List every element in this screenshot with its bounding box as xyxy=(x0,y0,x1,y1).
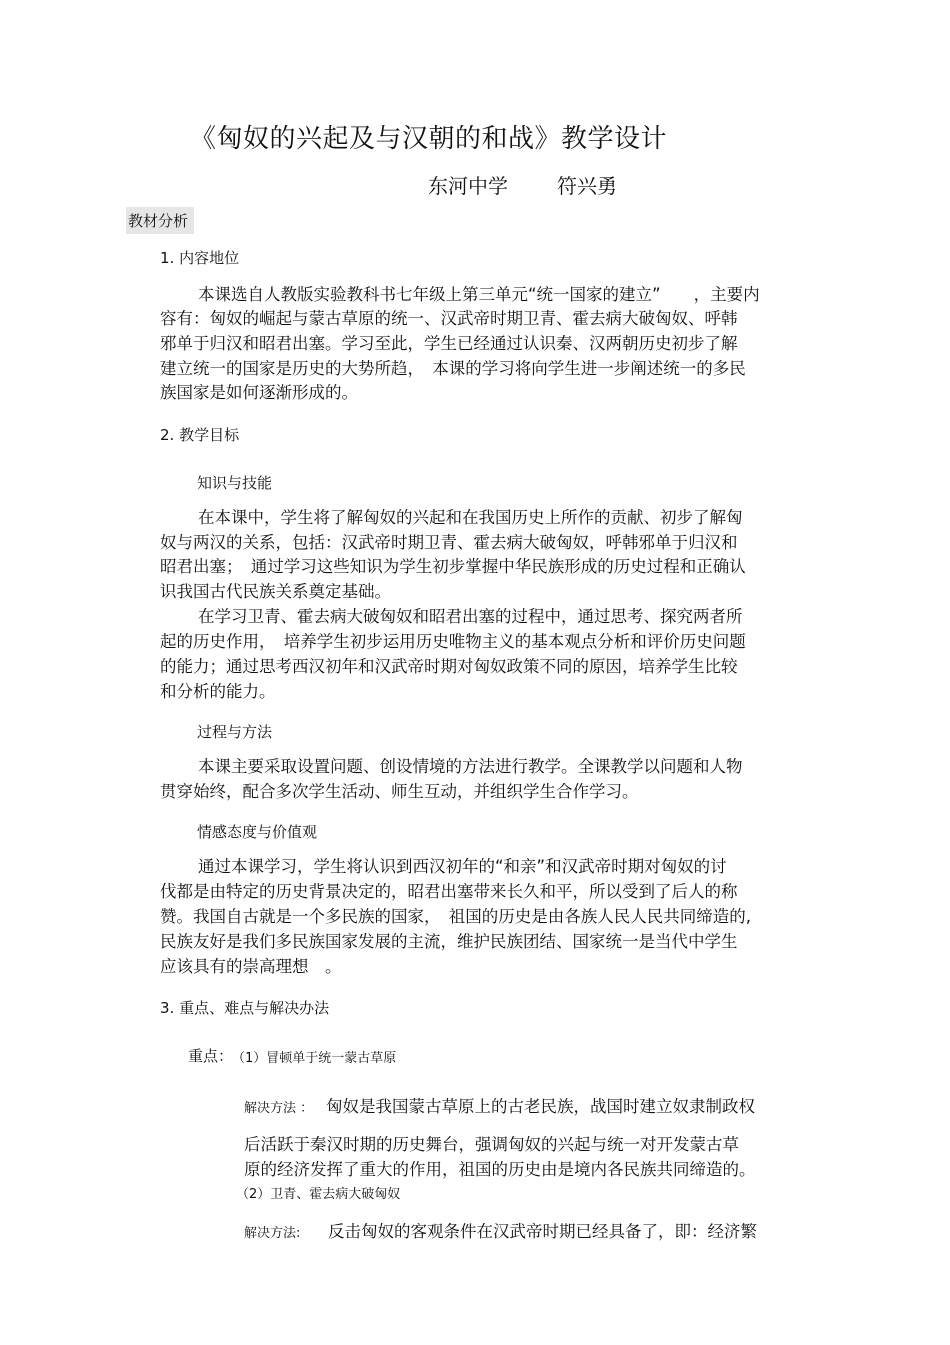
paragraph-line: 在学习卫青、霍去病大破匈奴和昭君出塞的过程中，通过思考、探究两者所 xyxy=(198,607,743,626)
section-tag: 教材分析 xyxy=(126,207,194,234)
paragraph-line: 和分析的能力。 xyxy=(160,682,276,701)
paragraph-line: 昭君出塞； 通过学习这些知识为学生初步掌握中华民族形成的历史过程和正确认 xyxy=(160,557,746,576)
key-point-2: （2）卫青、霍去病大破匈奴 xyxy=(236,1187,401,1202)
teaching-goals-heading: 2. 教学目标 xyxy=(160,426,240,444)
paragraph-line: 族国家是如何逐渐形成的。 xyxy=(160,383,358,402)
author-name: 符兴勇 xyxy=(557,174,617,198)
paragraph-line: 本课选自人教版实验教科书七年级上第三单元“统一国家的建立” ，主要内 xyxy=(198,285,760,304)
key-point-1: （1）冒顿单于统一蒙古草原 xyxy=(232,1051,397,1066)
solution-label: 解决方法: xyxy=(244,1226,301,1241)
solution-text: 原的经济发挥了重大的作用，祖国的历史由是境内各民族共同缔造的。 xyxy=(244,1160,756,1179)
paragraph-line: 奴与两汉的关系，包括：汉武帝时期卫青、霍去病大破匈奴，呼韩邪单于归汉和 xyxy=(160,533,738,552)
paragraph-line: 容有：匈奴的崛起与蒙古草原的统一、汉武帝时期卫青、霍去病大破匈奴、呼韩 xyxy=(160,309,738,328)
paragraph-line: 建立统一的国家是历史的大势所趋， 本课的学习将向学生进一步阐述统一的多民 xyxy=(160,359,746,378)
paragraph-line: 民族友好是我们多民族国家发展的主流，维护民族团结、国家统一是当代中学生 xyxy=(160,932,738,951)
paragraph-line: 通过本课学习，学生将认识到西汉初年的“和亲”和汉武帝时期对匈奴的讨 xyxy=(198,857,727,876)
knowledge-skills-label: 知识与技能 xyxy=(197,474,273,492)
paragraph-line: 应该具有的崇高理想 。 xyxy=(160,957,342,976)
paragraph-line: 赞。我国自古就是一个多民族的国家， 祖国的历史是由各族人民人民共同缔造的, xyxy=(160,907,751,926)
paragraph-line: 起的历史作用， 培养学生初步运用历史唯物主义的基本观点分析和评价历史问题 xyxy=(160,632,746,651)
paragraph-line: 识我国古代民族关系奠定基础。 xyxy=(160,582,391,601)
paragraph-line: 伐都是由特定的历史背景决定的，昭君出塞带来长久和平，所以受到了后人的称 xyxy=(160,882,738,901)
paragraph-line: 在本课中，学生将了解匈奴的兴起和在我国历史上所作的贡献、初步了解匈 xyxy=(198,508,743,527)
key-points-label: 重点： xyxy=(188,1047,234,1065)
paragraph-line: 贯穿始终，配合多次学生活动、师生互动，并组织学生合作学习。 xyxy=(160,782,639,801)
solution-text: 后活跃于秦汉时期的历史舞台，强调匈奴的兴起与统一对开发蒙古草 xyxy=(244,1135,739,1154)
solution-label: 解决方法 ： xyxy=(244,1101,314,1116)
document-title: 《匈奴的兴起及与汉朝的和战》教学设计 xyxy=(190,124,668,154)
school-name: 东河中学 xyxy=(428,174,508,198)
content-position-heading: 1. 内容地位 xyxy=(160,249,240,267)
solution-text: 匈奴是我国蒙古草原上的古老民族，战国时建立奴隶制政权 xyxy=(326,1097,755,1116)
attitude-values-label: 情感态度与价值观 xyxy=(197,823,318,841)
key-difficult-heading: 3. 重点、难点与解决办法 xyxy=(160,999,330,1017)
process-method-label: 过程与方法 xyxy=(197,723,273,741)
paragraph-line: 的能力；通过思考西汉初年和汉武帝时期对匈奴政策不同的原因，培养学生比较 xyxy=(160,657,738,676)
paragraph-line: 本课主要采取设置问题、创设情境的方法进行教学。全课教学以问题和人物 xyxy=(198,757,743,776)
solution-text: 反击匈奴的客观条件在汉武帝时期已经具备了，即：经济繁 xyxy=(328,1222,757,1241)
paragraph-line: 邪单于归汉和昭君出塞。学习至此，学生已经通过认识秦、汉两朝历史初步了解 xyxy=(160,334,738,353)
